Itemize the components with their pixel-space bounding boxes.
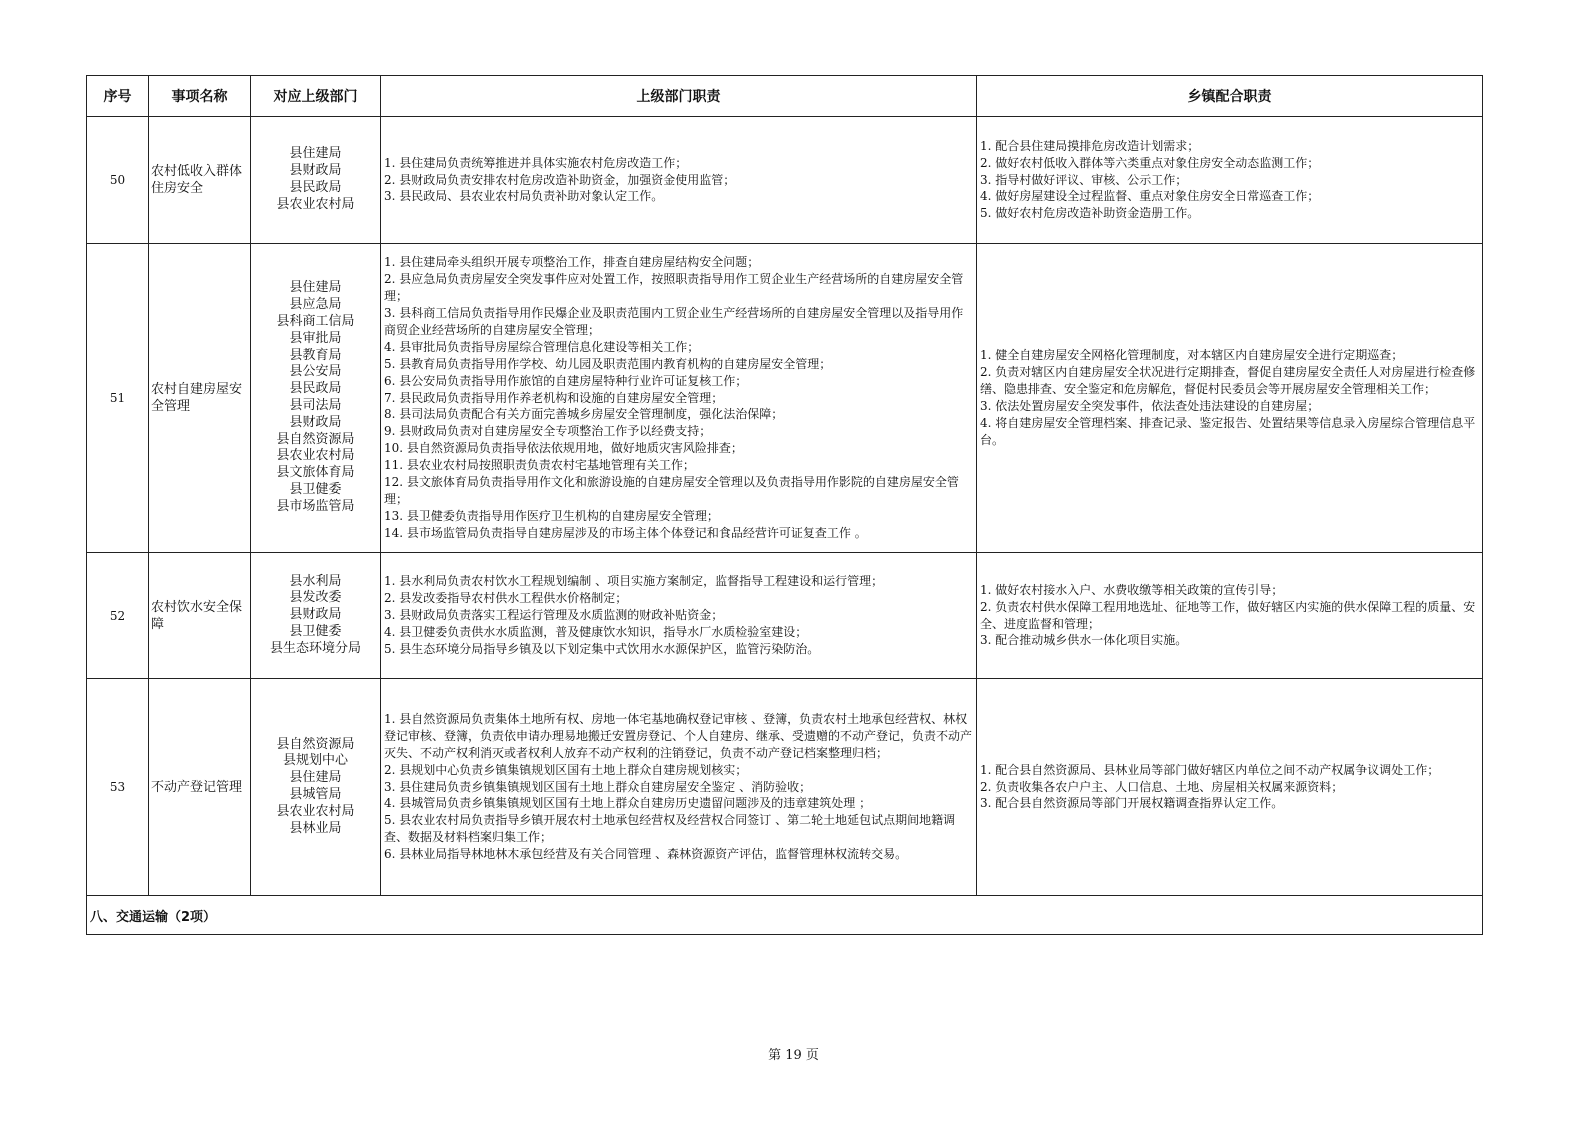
dept-entry: 县林业局 (289, 820, 342, 836)
duty-entry: 13. 县卫健委负责指导用作医疗卫生机构的自建房屋安全管理； (384, 508, 719, 523)
item-name: 农村自建房屋安全管理 (149, 244, 251, 553)
town-duty-entry: 4. 将自建房屋安全管理档案、排查记录、鉴定报告、处置结果等信息录入房屋综合管理信息平台。 (980, 415, 1476, 447)
dept-entry: 县财政局 (289, 607, 342, 623)
dept-entry: 县农业农村局 (276, 196, 355, 212)
duty-entry: 1. 县住建局负责统筹推进并具体实施农村危房改造工作； (384, 155, 688, 170)
town-duty-entry: 1. 健全自建房屋安全网格化管理制度，对本辖区内自建房屋安全进行定期巡查； (980, 348, 1404, 363)
duty-entry: 12. 县文旅体育局负责指导用作文化和旅游设施的自建房屋安全管理以及负责指导用作影院的自建房屋安全管理； (384, 475, 959, 506)
dept-entry: 县住建局 (289, 770, 342, 786)
duty-entry: 10. 县自然资源局负责指导依法依规用地，做好地质灾害风险排查； (384, 441, 743, 456)
row-number: 50 (87, 117, 149, 244)
dept-entry: 县文旅体育局 (276, 465, 355, 481)
dept-entry: 县公安局 (289, 364, 342, 380)
town-duty-entry: 1. 配合县自然资源局、县林业局等部门做好辖区内单位之间不动产权属争议调处工作； (980, 762, 1440, 777)
item-name: 不动产登记管理 (149, 679, 251, 896)
dept-list (251, 117, 381, 244)
town-duty-entry: 2. 负责农村供水保障工程用地选址、征地等工作，做好辖区内实施的供水保障工程的质量、安全、进度监督和管理； (980, 599, 1476, 631)
duty-entry: 3. 县科商工信局负责指导用作民爆企业及职责范围内工贸企业生产经营场所的自建房屋安全管理以及指导用作商贸企业经营场所的自建房屋安全管理； (384, 306, 964, 337)
town-duty-entry: 2. 负责收集各农户户主、人口信息、土地、房屋相关权属来源资料； (980, 779, 1344, 794)
duty-entry: 4. 县审批局负责指导房屋综合管理信息化建设等相关工作； (384, 339, 700, 354)
row-number: 51 (87, 244, 149, 553)
duty-entry: 5. 县生态环境分局指导乡镇及以下划定集中式饮用水水源保护区，监管污染防治。 (384, 641, 820, 656)
table-header-row (87, 76, 1483, 117)
dept-entry: 县民政局 (289, 180, 342, 195)
dept-entry: 县民政局 (289, 381, 342, 397)
dept-list (251, 553, 381, 679)
row-number: 53 (87, 679, 149, 896)
town-duty-list (977, 679, 1483, 896)
town-duty-entry: 3. 配合县自然资源局等部门开展权籍调查指界认定工作。 (980, 796, 1284, 811)
town-duty-list (977, 244, 1483, 553)
item-name: 农村饮水安全保障 (149, 553, 251, 679)
dept-entry: 县科商工信局 (276, 314, 355, 330)
duty-entry: 3. 县民政局、县农业农村局负责补助对象认定工作。 (384, 189, 664, 204)
table-row (87, 553, 1483, 679)
dept-entry: 县教育局 (289, 347, 342, 363)
duty-entry: 2. 县财政局负责安排农村危房改造补助资金，加强资金使用监管； (384, 172, 736, 187)
duty-entry: 14. 县市场监管局负责指导自建房屋涉及的市场主体个体登记和食品经营许可证复查工作 。 (384, 525, 867, 540)
duty-entry: 1. 县自然资源局负责集体土地所有权、房地一体宅基地确权登记审核 、登簿，负责农村土地承包经营权、林权登记审核、登簿，负责依申请办理易地搬迁安置房登记、个人自建房、继承、受遗赠的不动产登记，负责不动产灭失、不动产权利消灭或者权利人放弃不动产权利的注销登记，负责不动产登记档案整理归档； (384, 711, 973, 760)
town-duty-entry: 5. 做好农村危房改造补助资金造册工作。 (980, 206, 1200, 221)
duty-entry: 6. 县林业局指导林地林木承包经营及有关合同管理 、森林资源资产评估，监督管理林权流转交易。 (384, 847, 908, 862)
duty-entry: 6. 县公安局负责指导用作旅馆的自建房屋特种行业许可证复核工作； (384, 373, 748, 388)
superior-duty-list (381, 244, 977, 553)
dept-entry: 县发改委 (289, 590, 342, 606)
dept-entry: 县司法局 (289, 398, 342, 413)
header-superior-dept: 对应上级部门 (251, 76, 381, 117)
dept-entry: 县财政局 (289, 414, 342, 430)
responsibility-table (86, 75, 1483, 935)
superior-duty-list (381, 117, 977, 244)
superior-duty-list (381, 679, 977, 896)
dept-entry: 县住建局 (289, 146, 342, 162)
duty-entry: 1. 县水利局负责农村饮水工程规划编制 、项目实施方案制定，监督指导工程建设和运行管理； (384, 574, 884, 589)
item-name: 农村低收入群体住房安全 (149, 117, 251, 244)
table-row (87, 244, 1483, 553)
row-number: 52 (87, 553, 149, 679)
town-duty-entry: 2. 做好农村低收入群体等六类重点对象住房安全动态监测工作； (980, 155, 1320, 170)
dept-entry: 县农业农村局 (276, 803, 355, 819)
town-duty-entry: 1. 配合县住建局摸排危房改造计划需求； (980, 138, 1200, 153)
dept-entry: 县住建局 (289, 280, 342, 296)
town-duty-entry: 2. 负责对辖区内自建房屋安全状况进行定期排查，督促自建房屋安全责任人对房屋进行检查修缮、隐患排查、安全鉴定和危房解危，督促村民委员会等开展房屋安全管理相关工作； (980, 365, 1476, 397)
superior-duty-list (381, 553, 977, 679)
section-row (87, 896, 1483, 935)
town-duty-entry: 3. 指导村做好评议、审核、公示工作； (980, 172, 1188, 187)
duty-entry: 2. 县规划中心负责乡镇集镇规划区国有土地上群众自建房规划核实； (384, 762, 748, 777)
duty-entry: 4. 县城管局负责乡镇集镇规划区国有土地上群众自建房历史遗留问题涉及的违章建筑处理 ； (384, 796, 872, 811)
page-number: 第 19 页 (768, 1048, 819, 1063)
dept-entry: 县城管局 (289, 787, 342, 802)
dept-list (251, 244, 381, 553)
duty-entry: 2. 县发改委指导农村供水工程供水价格制定； (384, 591, 628, 606)
dept-entry: 县生态环境分局 (269, 640, 361, 656)
duty-entry: 5. 县教育局负责指导用作学校、幼儿园及职责范围内教育机构的自建房屋安全管理； (384, 356, 832, 371)
dept-entry: 县农业农村局 (276, 448, 355, 464)
duty-entry: 3. 县财政局负责落实工程运行管理及水质监测的财政补贴资金； (384, 608, 724, 623)
town-duty-entry: 4. 做好房屋建设全过程监督、重点对象住房安全日常巡查工作； (980, 189, 1320, 204)
duty-entry: 3. 县住建局负责乡镇集镇规划区国有土地上群众自建房屋安全鉴定 、消防验收； (384, 779, 812, 794)
duty-entry: 11. 县农业农村局按照职责负责农村宅基地管理有关工作； (384, 458, 695, 473)
dept-entry: 县规划中心 (282, 753, 348, 769)
header-superior-duty: 上级部门职责 (381, 76, 977, 117)
dept-entry: 县卫健委 (289, 481, 342, 497)
dept-entry: 县自然资源局 (276, 431, 355, 447)
duty-entry: 8. 县司法局负责配合有关方面完善城乡房屋安全管理制度，强化法治保障； (384, 407, 784, 422)
dept-entry: 县应急局 (289, 297, 342, 313)
duty-entry: 5. 县农业农村局负责指导乡镇开展农村土地承包经营权及经营权合同签订 、第二轮土地延包试点期间地籍调查、数据及材料档案归集工作； (384, 813, 956, 845)
dept-entry: 县财政局 (289, 163, 342, 179)
dept-entry: 县自然资源局 (276, 736, 355, 752)
header-item-name: 事项名称 (149, 76, 251, 117)
town-duty-entry: 3. 配合推动城乡供水一体化项目实施。 (980, 633, 1188, 648)
table-row (87, 679, 1483, 896)
dept-entry: 县水利局 (289, 573, 342, 589)
header-town-duty: 乡镇配合职责 (977, 76, 1483, 117)
duty-entry: 2. 县应急局负责房屋安全突发事件应对处置工作，按照职责指导用作工贸企业生产经营场所的自建房屋安全管理； (384, 272, 964, 304)
header-no: 序号 (87, 76, 149, 117)
town-duty-entry: 3. 依法处置房屋安全突发事件，依法查处违法建设的自建房屋； (980, 399, 1320, 413)
section-title: 八、交通运输（2项） (87, 896, 1483, 935)
town-duty-entry: 1. 做好农村接水入户、水费收缴等相关政策的宣传引导； (980, 582, 1284, 597)
town-duty-list (977, 553, 1483, 679)
dept-list (251, 679, 381, 896)
dept-entry: 县审批局 (289, 330, 342, 346)
duty-entry: 1. 县住建局牵头组织开展专项整治工作，排查自建房屋结构安全问题； (384, 255, 760, 270)
table-row (87, 117, 1483, 244)
duty-entry: 7. 县民政局负责指导用作养老机构和设施的自建房屋安全管理； (384, 390, 724, 405)
duty-entry: 9. 县财政局负责对自建房屋安全专项整治工作予以经费支持； (384, 424, 712, 439)
town-duty-list (977, 117, 1483, 244)
duty-entry: 4. 县卫健委负责供水水质监测，普及健康饮水知识，指导水厂水质检验室建设； (384, 624, 808, 639)
dept-entry: 县市场监管局 (276, 498, 355, 514)
dept-entry: 县卫健委 (289, 623, 342, 639)
